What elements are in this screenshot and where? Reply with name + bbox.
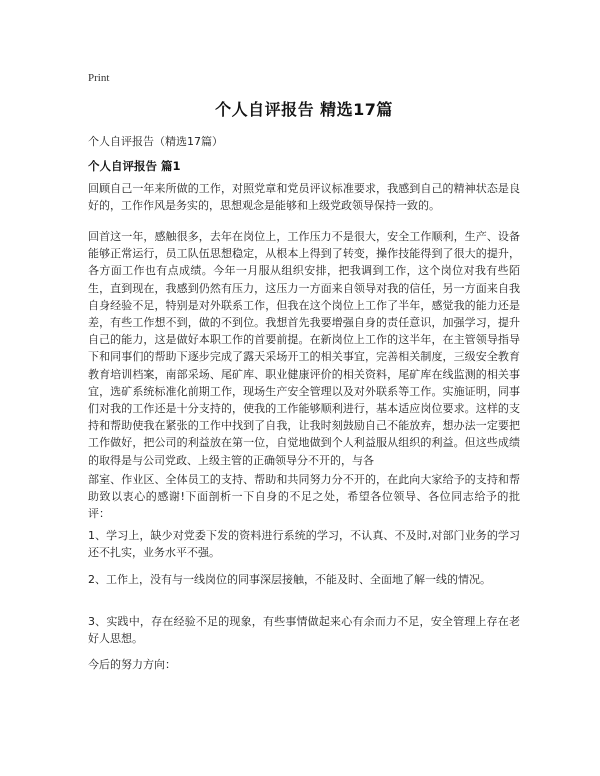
list-item-practice: 3、实践中，存在经验不足的现象，有些事情做起来心有余而力不足，安全管理上存在老好人思想。 xyxy=(88,615,520,646)
paragraph-thanks: 部室、作业区、全体员工的支持、帮助和共同努力分不开的，在此向大家给予的支持和帮助致以衷心的感谢!下面剖析一下自身的不足之处，希望各位领导、各位同志给予的批评： xyxy=(88,473,520,521)
list-item-study: 1、学习上，缺少对党委下发的资料进行系统的学习，不认真、不及时,对部门业务的学习还不扎实，业务水平不强。 xyxy=(88,529,520,560)
paragraph-review: 回首这一年，感触很多，去年在岗位上，工作压力不是很大，安全工作顺利，生产、设备能够正常运行，员工队伍思想稳定，从根本上得到了转变，操作技能得到了很大的提升，各方面工作也有点成绩。今年一月服从组织安排，把我调到工作，这个岗位对我有些陌生，直到现在，我感到仍然有压力，这压力一方面来自领导对我的信任，另一方面来自我自身经验不足，特别是对外联系工作，但我在这个岗位上工作了半年，感觉我的能力还是差，有些工作想不到，做的不到位。我想首先我要增强自身的责任意识，加强学习，提升自己的能力，这是做好本职工作的首要前提。在新岗位上工作的这半年，在主管领导指导下和同事们的帮助下逐步完成了露天采场开工的相关事宜，完善相关制度，三级安全教育教育培训档案，南部采场、尾矿库、职业健康评价的相关资料，尾矿库在线监测的相关事宜，选矿系统标准化前期工作，现场生产安全管理以及对外联系等工作。实施证明，同事们对我的工作还是十分支持的，使我的工作能够顺利进行，基本适应岗位要求。这样的支持和帮助使我在紧张的工作中找到了自我，让我时刻鼓励自己不能放弃，想办法一定要把工作做好，把公司的利益放在第一位，自觉地做到个人利益服从组织的利益。但这些成绩的取得是与公司党政、上级主管的正确领导分不开的，与各 xyxy=(88,230,520,467)
document-subtitle: 个人自评报告（精选17篇） xyxy=(88,135,223,148)
print-link[interactable]: Print xyxy=(88,72,110,84)
paragraph-future: 今后的努力方向： xyxy=(88,658,176,671)
paragraph-intro: 回顾自己一年来所做的工作，对照党章和党员评议标准要求，我感到自己的精神状态是良好的，工作作风是务实的，思想观念是能够和上级党政领导保持一致的。 xyxy=(88,182,520,213)
section-heading: 个人自评报告 篇1 xyxy=(88,159,181,173)
page-title: 个人自评报告 精选17篇 xyxy=(215,100,393,119)
list-item-work: 2、工作上，没有与一线岗位的同事深层接触，不能及时、全面地了解一线的情况。 xyxy=(88,573,491,586)
